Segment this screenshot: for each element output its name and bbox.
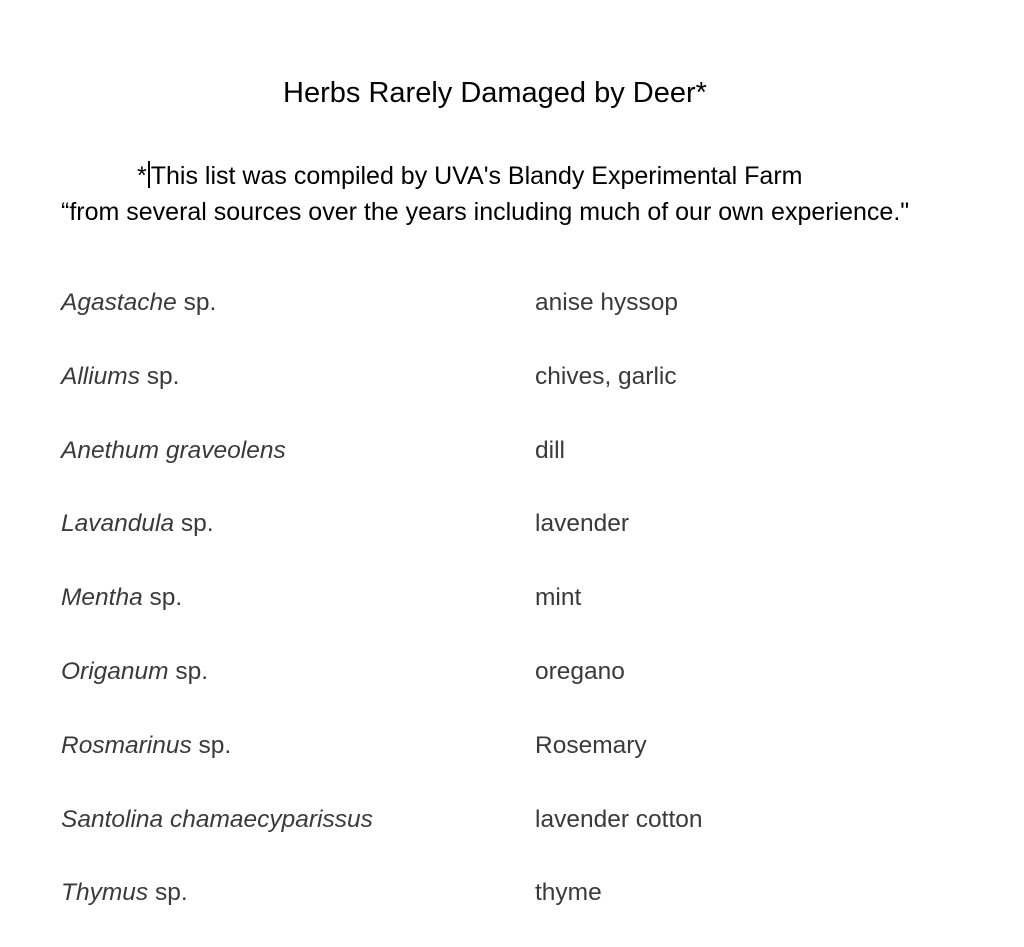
scientific-name — [61, 652, 208, 692]
genus-name: Thymus — [61, 879, 149, 907]
scientific-name — [61, 431, 286, 471]
common-name: thyme — [535, 879, 602, 907]
species-suffix: sp. — [168, 657, 209, 685]
genus-name: Alliums — [61, 362, 140, 390]
genus-name: Lavandula — [61, 510, 175, 538]
scientific-name — [61, 283, 216, 323]
scientific-name — [61, 578, 182, 618]
herb-row — [0, 873, 1024, 947]
genus-name: Agastache — [61, 289, 177, 316]
intro-line-1 — [137, 158, 802, 194]
species-suffix: sp. — [139, 362, 180, 390]
genus-name: Mentha — [61, 584, 143, 612]
species-suffix: sp. — [176, 289, 217, 316]
scientific-name — [61, 726, 231, 766]
herb-row — [0, 357, 1024, 431]
scientific-name — [61, 873, 188, 913]
genus-name: Santolina chamaecyparissus — [61, 805, 373, 833]
herb-row — [0, 504, 1024, 578]
scientific-name — [61, 504, 214, 544]
intro-line-2: “from several sources over the years including much of our own experience." — [61, 198, 910, 226]
species-suffix: sp. — [174, 510, 214, 538]
intro-asterisk: * — [137, 162, 147, 190]
text-cursor — [148, 161, 150, 188]
herb-row — [0, 726, 1024, 800]
species-suffix: sp. — [142, 584, 183, 612]
common-name: oregano — [535, 657, 625, 685]
common-name: lavender — [535, 510, 629, 538]
common-name: chives, garlic — [535, 362, 677, 390]
scientific-name — [61, 357, 179, 397]
genus-name: Anethum graveolens — [61, 436, 286, 464]
herb-row — [0, 283, 1024, 357]
common-name: dill — [535, 436, 565, 464]
genus-name: Origanum — [61, 657, 169, 685]
common-name: Rosemary — [535, 731, 647, 759]
common-name: anise hyssop — [535, 289, 679, 316]
species-suffix: sp. — [191, 731, 232, 759]
species-suffix: sp. — [148, 879, 188, 907]
herb-list — [0, 283, 1024, 947]
herb-row — [0, 800, 1024, 874]
intro-line-1-text: This list was compiled by UVA's Blandy Experimental Farm — [150, 162, 803, 190]
common-name: mint — [535, 584, 582, 612]
document-title: Herbs Rarely Damaged by Deer* — [283, 77, 707, 109]
common-name: lavender cotton — [535, 805, 703, 833]
herb-row — [0, 652, 1024, 726]
herb-row — [0, 431, 1024, 505]
genus-name: Rosmarinus — [61, 731, 192, 759]
herb-row — [0, 578, 1024, 652]
scientific-name — [61, 800, 373, 840]
